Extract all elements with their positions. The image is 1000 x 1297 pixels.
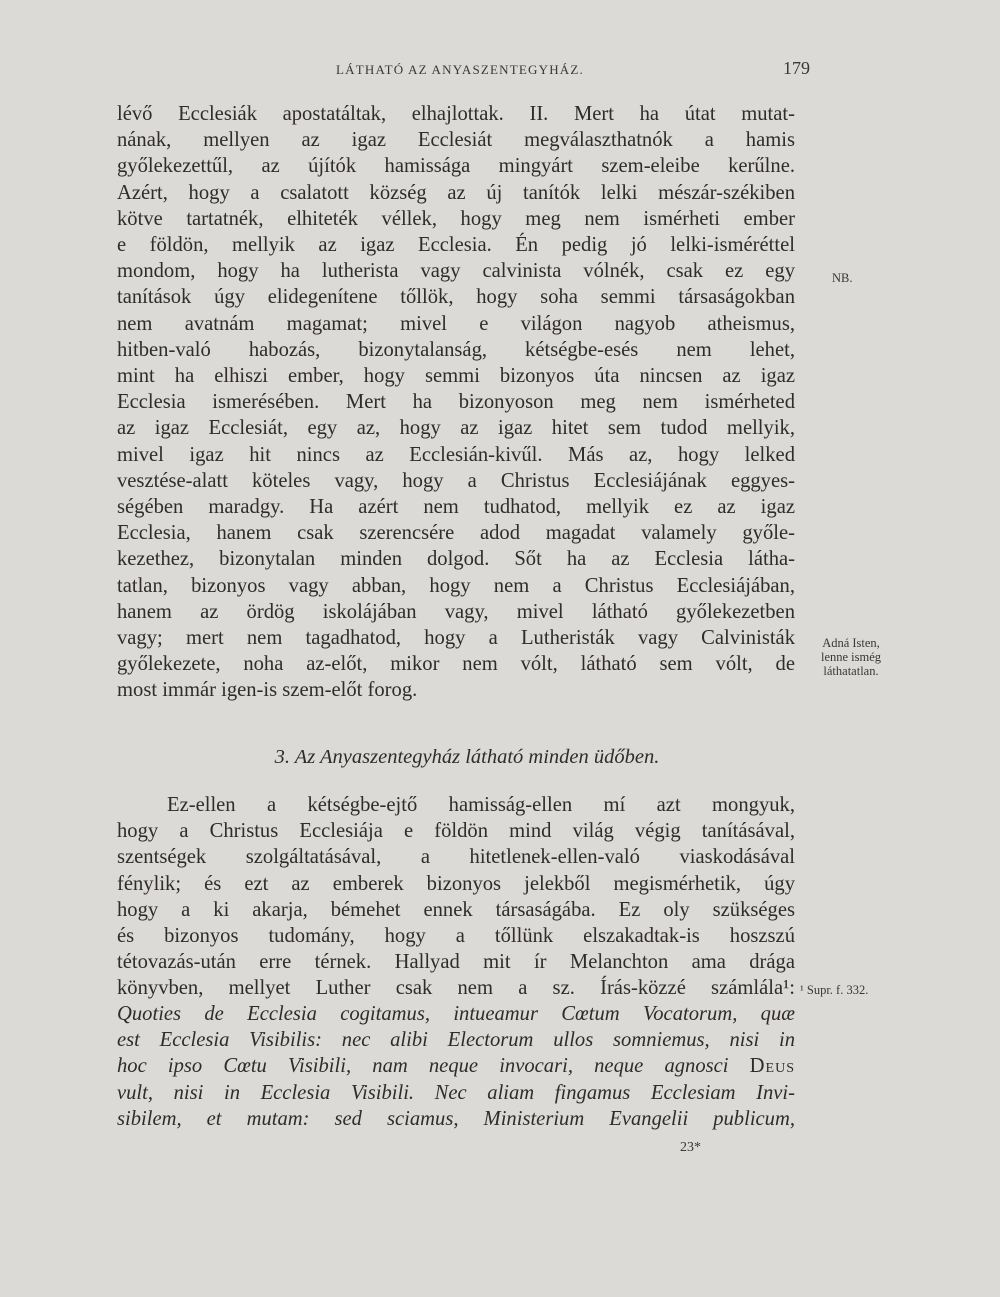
text-line: nának, mellyen az igaz Ecclesiát megválaszthatnók a hamis: [117, 129, 795, 152]
text-line: Azért, hogy a csalatott község az új tanítók lelki mészár-székiben: [117, 181, 795, 204]
deus-small-caps: Deus: [749, 1055, 795, 1078]
text-line: sibilem, et mutam: sed sciamus, Ministerium Evangelii publicum,: [117, 1107, 795, 1130]
text-line: vagy; mert nem tagadhatod, hogy a Lutheristák vagy Calvinisták: [117, 627, 795, 650]
text-line: tétovazás-után erre térnek. Hallyad mit ír Melanchton ama drága: [117, 951, 795, 974]
paragraph-2: [117, 792, 795, 1002]
text-line: nem avatnám magamat; mivel e világon nagyob atheismus,: [117, 312, 795, 335]
margin-note-adna: [806, 636, 896, 678]
text-line: Ecclesia ismerésében. Mert ha bizonyoson meg nem ismérheted: [117, 391, 795, 414]
text-line: ségében maradgy. Ha azért nem tudhatod, mellyik ez az igaz: [117, 496, 795, 519]
text-line: kezethez, bizonytalan minden dolgod. Sőt ha az Ecclesia látha-: [117, 548, 795, 571]
text-line: mondom, hogy ha lutherista vagy calvinista vólnék, csak ez egy: [117, 260, 795, 283]
text-line: hogy a Christus Ecclesiája e földön mind világ végig tanításával,: [117, 820, 795, 843]
text-line: mivel igaz hit nincs az Ecclesián-kivűl. Más az, hogy lelked: [117, 443, 795, 466]
text-line: vesztése-alatt köteles vagy, hogy a Christus Ecclesiájának eggyes-: [117, 469, 795, 492]
margin-note-line: Adná Isten,: [822, 636, 880, 650]
text-line: vult, nisi in Ecclesia Visibili. Nec aliam fingamus Ecclesiam Invi-: [117, 1081, 795, 1104]
text-line: győlekezettűl, az újítók hamissága mingyárt szem-eleibe kerűlne.: [117, 155, 795, 178]
text-line: és bizonyos tudomány, hogy a tőllünk elszakadtak-is hoszszú: [117, 925, 795, 948]
signature-mark: 23*: [680, 1140, 701, 1155]
text-line: Ecclesia, hanem csak szerencsére adod magadat valamely győle-: [117, 522, 795, 545]
text-line: est Ecclesia Visibilis: nec alibi Electorum ullos somniemus, nisi in: [117, 1029, 795, 1052]
text-line: e földön, mellyik az igaz Ecclesia. Én pedig jó lelki-isméréttel: [117, 234, 795, 257]
running-header: LÁTHATÓ AZ ANYASZENTEGYHÁZ.: [336, 62, 584, 77]
text-line: lévő Ecclesiák apostatáltak, elhajlottak. II. Mert ha útat mutat-: [117, 103, 795, 125]
text-line: szentségek szolgáltatásával, a hitetlenek-ellen-való viaskodásával: [117, 846, 795, 869]
margin-note-supr: ¹ Supr. f. 332.: [800, 983, 869, 997]
text-line: kötve tartatnék, elhiteték véllek, hogy meg nem ismérheti ember: [117, 207, 795, 230]
margin-note-line: lenne ismég: [820, 650, 882, 664]
text-line: hanem az ördög iskolájában vagy, mivel látható győlekezetben: [117, 600, 795, 623]
text-line: hogy a ki akarja, bémehet ennek társaságába. Ez oly szükséges: [117, 898, 795, 921]
page-number: 179: [783, 58, 810, 78]
latin-quote: [117, 1001, 795, 1132]
text-line: hitben-való habozás, bizonytalanság, kétségbe-esés nem lehet,: [117, 338, 795, 361]
text-line: Quoties de Ecclesia cogitamus, intueamur Cœtum Vocatorum, quæ: [117, 1003, 795, 1025]
text-line: az igaz Ecclesiát, egy az, hogy az igaz hitet sem tudod mellyik,: [117, 417, 795, 440]
text-line: hoc ipso Cœtu Visibili, nam neque invocari, neque agnosci Deus: [117, 1055, 795, 1078]
paragraph-1: [117, 101, 795, 704]
margin-note-nb: NB.: [832, 271, 853, 285]
text-line: tatlan, bizonyos vagy abban, hogy nem a Christus Ecclesiájában,: [117, 574, 795, 597]
text-line: könyvben, mellyet Luther csak nem a sz. Írás-közzé számlála¹:: [117, 977, 795, 1000]
text-line: mint ha elhiszi ember, hogy semmi bizonyos úta nincsen az igaz: [117, 365, 795, 388]
text-line: tanítások úgy elidegenítene tőllök, hogy soha semmi társaságokban: [117, 286, 795, 309]
text-line: Ez-ellen a kétségbe-ejtő hamisság-ellen mí azt mongyuk,: [167, 794, 795, 816]
text-line: győlekezete, noha az-előt, mikor nem vólt, látható sem vólt, de: [117, 653, 795, 676]
margin-note-line: láthatatlan.: [823, 664, 879, 678]
text-line: fénylik; és ezt az emberek bizonyos jelekből megismérhetik, úgy: [117, 872, 795, 895]
section-heading: 3. Az Anyaszentegyház látható minden üdőben.: [274, 746, 660, 768]
text-line: most immár igen-is szem-előt forog.: [117, 679, 418, 702]
